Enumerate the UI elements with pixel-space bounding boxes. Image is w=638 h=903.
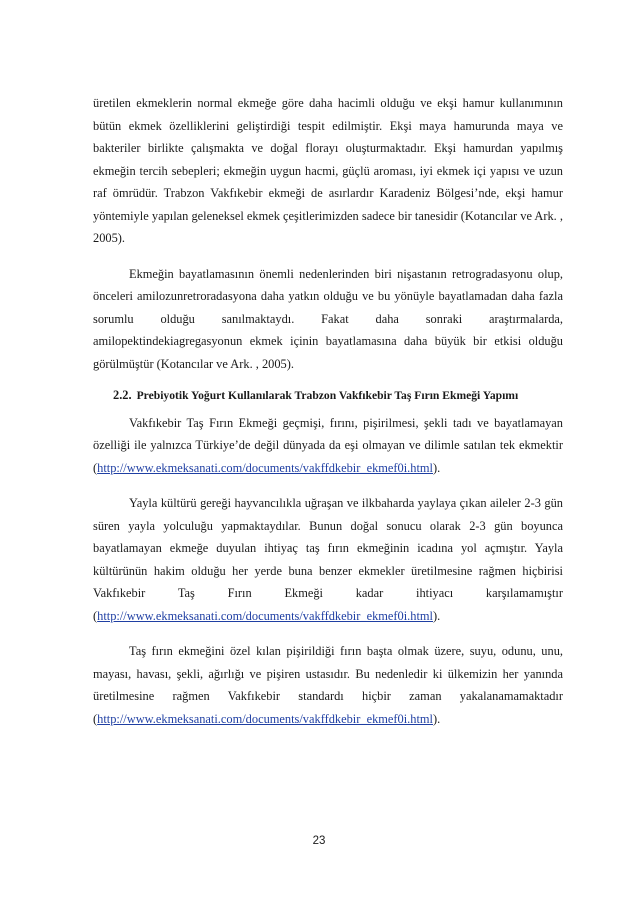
paragraph-oven [93,640,563,730]
section-heading [113,384,563,408]
citation-open: ( [93,711,98,726]
citation-open: ( [93,460,98,475]
citation-link[interactable]: http://www.ekmeksanati.com/documents/vakffdkebir_ekmef0i.html [97,711,433,726]
citation-close: ). [433,711,441,726]
citation-close: ). [433,460,441,475]
paragraph-oven-text: Taş fırın ekmeğini özel kılan pişirildiği fırın başta olmak üzere, suyu, odunu, unu, mayası, havası, şekli, ağırlığı ve pişiren ustasıdır. Bu nedenledir ki ülkemizin her yanında üretilmesine rağmen Vakfıkebir standardı hiçbir zaman yakalanamamaktadır [93,644,563,703]
citation-close: ). [433,608,441,623]
paragraph-sourdough: üretilen ekmeklerin normal ekmeğe göre daha hacimli olduğu ve ekşi hamur kullanımının bütün ekmek özelliklerini geliştirdiği tespit edilmiştir. Ekşi maya hamurunda maya ve bakteriler birlikte çalışmakta ve doğal florayı oluşturmaktadır. Ekşi hamurdan yapılmış ekmeğin tercih sebepleri; ekmeğin uygun hacmi, güçlü aroması, iyi ekmek içi yapısı ve uzun raf ömrüdür. Trabzon Vakfıkebir ekmeği de asırlardır Karadeniz Bölgesi’nde, ekşi hamur yöntemiyle yapılan geleneksel ekmek çeşitlerimizden sadece bir tanesidir (Kotancılar ve Ark. , 2005). [93,96,563,245]
paragraph-history [93,412,563,480]
paragraph-yayla [93,492,563,627]
page-number: 23 [312,835,326,847]
paragraph-yayla-text: Yayla kültürü gereği hayvancılıkla uğraşan ve ilkbaharda yaylaya çıkan aileler 2-3 gün süren yayla yolculuğu yapmaktaydılar. Bunun doğal sonucu olarak 2-3 gün boyunca bayatlamayan ekmeğe duyulan ihtiyaç taş fırın ekmeğinin icadına yol açmıştır. Yayla kültürünün hakim olduğu her yerde buna benzer ekmekler üretilmesine rağmen hiçbirisi Vakfıkebir Taş Fırın Ekmeği kadar ihtiyacı karşılamamıştır [93,496,563,600]
document-body [93,92,563,730]
citation-open: ( [93,608,98,623]
citation-link[interactable]: http://www.ekmeksanati.com/documents/vakffdkebir_ekmef0i.html [97,608,433,623]
paragraph-staling: Ekmeğin bayatlamasının önemli nedenlerinden biri nişastanın retrogradasyonu olup, önceleri amilozunretroradasyona daha yatkın olduğu ve bu yönüyle bayatlamadan daha fazla sorumlu olduğu sanılmaktaydı. Fakat daha sonraki araştırmalarda, amilopektindekiagregasyonun ekmek içinin bayatlamasına daha büyük bir etkisi olduğu görülmüştür (Kotancılar ve Ark. , 2005). [93,266,563,371]
paragraph-history-text: Vakfıkebir Taş Fırın Ekmeği geçmişi, fırını, pişirilmesi, şekli tadı ve bayatlamayan özelliği ile yalnızca Türkiye’de değil dünyada da eşi olmayan ve dilimle satılan tek ekmektir [93,415,563,452]
section-title: Prebiyotik Yoğurt Kullanılarak Trabzon Vakfıkebir Taş Fırın Ekmeği Yapımı [136,389,519,402]
citation-link[interactable]: http://www.ekmeksanati.com/documents/vakffdkebir_ekmef0i.html [97,460,433,475]
section-number: 2.2. [113,388,132,402]
